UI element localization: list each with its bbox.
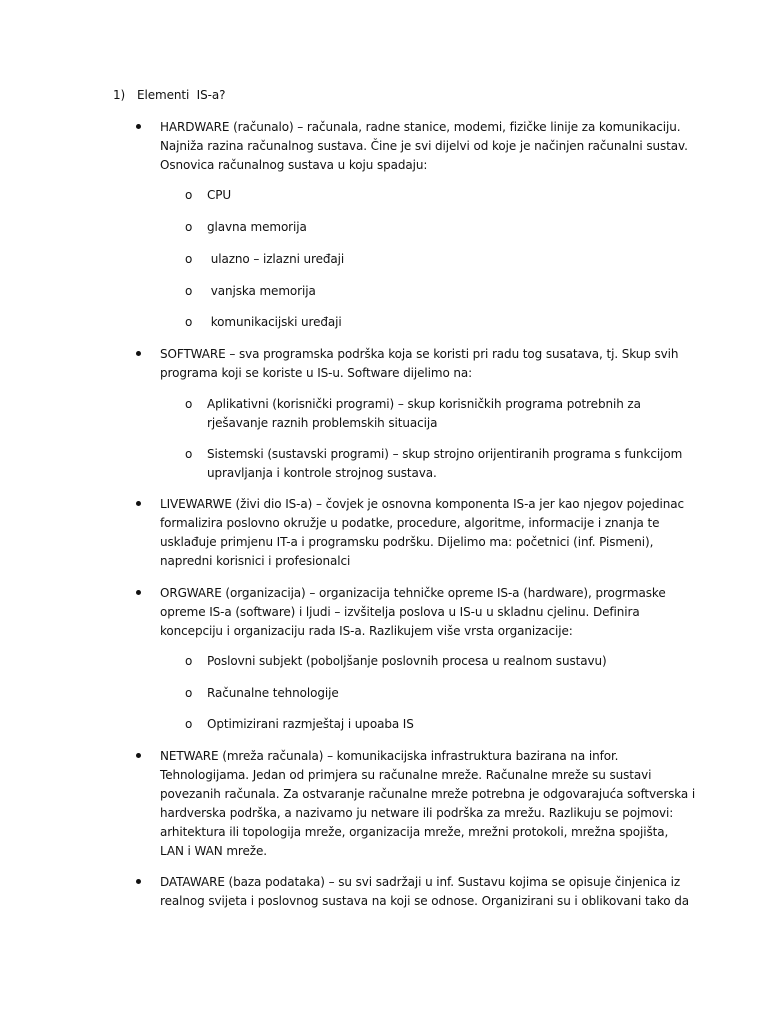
list-marker: o [185,188,193,202]
text-line: ulazno – izlazni uređaji [207,252,345,266]
text-line: opreme IS-a (software) i ljudi – izvšitelja poslova u IS-u u skladnu cjelinu. Definira [160,605,640,619]
text-line: arhitektura ili topologija mreže, organizacija mreže, mrežni protokoli, mrežna spojišta, [160,825,669,839]
text-line: realnog svijeta i poslovnog sustava na koji se odnose. Organizirani su i oblikovani tako da [160,894,689,908]
text-line: hardverska podrška, a nazivamo ju netware ili podrška za mrežu. Razlikuju se pojmovi: [160,806,674,820]
text-line: LAN i WAN mreže. [160,844,267,858]
list-marker: o [185,284,193,298]
text-line: rješavanje raznih problemskih situacija [207,416,438,430]
bullet-dot [136,590,141,595]
text-line: usklađuje primjenu IT-a i programsku podršku. Dijelimo ma: početnici (inf. Pismeni), [160,535,654,549]
text-line: Osnovica računalnog sustava u koju spadaju: [160,158,428,172]
bullet-orgware [160,584,666,641]
text-line: DATAWARE (baza podataka) – su svi sadržaji u inf. Sustavu kojima se opisuje činjenica iz [160,875,681,889]
text-line: koncepciju i organizaciju rada IS-a. Razlikujem više vrsta organizacije: [160,624,573,638]
text-line: Računalne tehnologije [207,686,339,700]
bullet-liveware [160,495,684,571]
list-marker: o [185,717,193,731]
sub-item-cpu [185,186,232,205]
text-line: napredni korisnici i profesionalci [160,554,351,568]
bullet-dot [136,124,141,129]
text-line: Tehnologijama. Jedan od primjera su računalne mreže. Računalne mreže su sustavi [160,768,652,782]
sub-item-business-subject [185,652,607,671]
text-line: CPU [207,188,232,202]
text-line: SOFTWARE – sva programska podrška koja se koristi pri radu tog susatava, tj. Skup svih [160,347,679,361]
list-marker: o [185,654,193,668]
sub-item-application-software [185,395,641,433]
text-line: formalizira poslovno okružje u podatke, procedure, algoritme, informacije i znanja te [160,516,660,530]
bullet-dataware [160,873,689,911]
sub-item-system-software [185,445,683,483]
text-line: povezanih računala. Za ostvaranje računalne mreže potrebna je odgovarajuća softverska i [160,787,696,801]
list-marker: o [185,397,193,411]
text-line: HARDWARE (računalo) – računala, radne stanice, modemi, fizičke linije za komunikaciju. [160,120,681,134]
heading-number: 1) [113,88,126,102]
text-line: programa koji se koriste u IS-u. Software dijelimo na: [160,366,473,380]
list-marker: o [185,686,193,700]
list-marker: o [185,252,193,266]
text-line: glavna memorija [207,220,307,234]
sub-item-optimized-layout [185,715,414,734]
sub-item-io-devices [185,250,345,269]
heading-text: Elementi IS-a? [137,88,226,102]
text-line: komunikacijski uređaji [207,315,342,329]
text-line: Sistemski (sustavski programi) – skup strojno orijentiranih programa s funkcijom [207,447,683,461]
bullet-dot [136,501,141,506]
bullet-hardware [160,118,688,175]
text-line: NETWARE (mreža računala) – komunikacijska infrastruktura bazirana na infor. [160,749,619,763]
text-line: vanjska memorija [207,284,316,298]
list-marker: o [185,220,193,234]
list-marker: o [185,315,193,329]
text-line: Najniža razina računalnog sustava. Čine je svi dijelvi od koje je načinjen računalni sustav. [160,139,688,153]
list-marker: o [185,447,193,461]
text-line: LIVEWARWE (živi dio IS-a) – čovjek je osnovna komponenta IS-a jer kao njegov pojedinac [160,497,684,511]
text-line: Aplikativni (korisnički programi) – skup korisničkih programa potrebnih za [207,397,641,411]
sub-item-computing-technologies [185,684,339,703]
text-line: Poslovni subjekt (poboljšanje poslovnih procesa u realnom sustavu) [207,654,607,668]
bullet-dot [136,351,141,356]
bullet-dot [136,879,141,884]
sub-item-external-memory [185,282,316,301]
sub-item-comm-devices [185,313,342,332]
text-line: Optimizirani razmještaj i upoaba IS [207,717,414,731]
text-line: ORGWARE (organizacija) – organizacija tehničke opreme IS-a (hardware), progrmaske [160,586,666,600]
bullet-netware [160,747,695,861]
sub-item-main-memory [185,218,307,237]
text-line: upravljanja i kontrole strojnog sustava. [207,466,437,480]
bullet-dot [136,753,141,758]
section-heading [113,86,225,105]
bullet-software [160,345,678,383]
